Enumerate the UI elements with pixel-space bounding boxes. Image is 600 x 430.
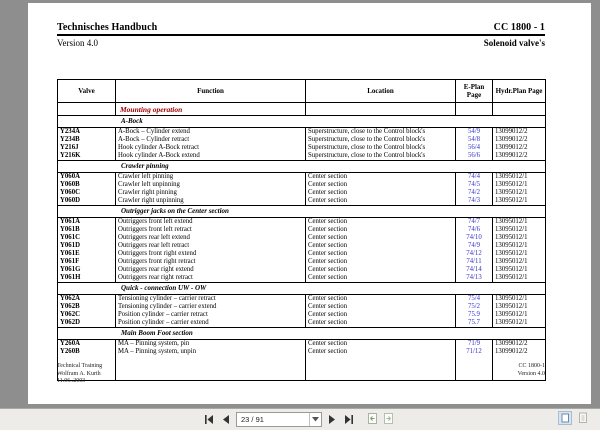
eplan-link[interactable]: 75/2 [456,303,493,311]
location-cell: Center section [306,218,456,227]
next-page-button[interactable] [325,413,339,427]
location-cell: Center section [306,311,456,319]
hydrplan-cell: 13095012/1 [493,242,546,250]
function-cell: Outriggers front right extend [116,250,306,258]
function-cell: Hook cylinder A-Bock retract [116,144,306,152]
page-list-dropdown[interactable] [309,413,321,426]
eplan-link[interactable]: 74/6 [456,226,493,234]
location-cell: Center section [306,319,456,328]
function-cell: A-Bock – Cylinder extend [116,128,306,137]
eplan-link[interactable]: 74/13 [456,274,493,283]
eplan-link[interactable]: 75.7 [456,319,493,328]
group-title-row [58,103,546,116]
hydrplan-cell: 13095012/1 [493,266,546,274]
model-number: CC 1800 - 1 [493,22,545,33]
eplan-link[interactable]: 54/8 [456,136,493,144]
valve-id-cell: Y061G [58,266,116,274]
valve-table-row [58,218,546,227]
single-page-layout-button[interactable] [557,412,572,427]
valve-id-cell: Y062D [58,319,116,328]
valve-table-row [58,274,546,283]
viewer-status-bar [0,408,600,430]
valve-id-cell: Y061C [58,234,116,242]
valve-id-cell: Y260A [58,340,116,349]
empty-cell [493,103,546,116]
eplan-link[interactable]: 74/12 [456,250,493,258]
valve-table-row [58,250,546,258]
hydrplan-cell: 13099012/2 [493,136,546,144]
valve-id-cell: Y061B [58,226,116,234]
eplan-link[interactable]: 56/4 [456,144,493,152]
table-header-row [58,80,546,103]
location-cell: Center section [306,303,456,311]
valve-id-cell: Y061A [58,218,116,227]
solenoid-valve-table [57,79,546,381]
function-cell: Outriggers front left extend [116,218,306,227]
section-title-row [58,116,546,128]
previous-page-icon [221,412,231,427]
eplan-link[interactable]: 74/11 [456,258,493,266]
function-cell: Hook cylinder A-Bock extend [116,152,306,161]
valve-table-row [58,144,546,152]
hydrplan-cell: 13095012/1 [493,218,546,227]
location-cell: Center section [306,226,456,234]
eplan-link[interactable]: 74/4 [456,173,493,182]
function-cell: Tensioning cylinder – carrier retract [116,295,306,304]
function-cell: Crawler right pinning [116,189,306,197]
eplan-link[interactable]: 71/9 [456,340,493,349]
hydrplan-cell: 13095012/1 [493,274,546,283]
valve-table-row [58,340,546,349]
valve-table-row [58,348,546,356]
eplan-link[interactable]: 74/9 [456,242,493,250]
valve-table-row [58,226,546,234]
location-cell: Center section [306,173,456,182]
hydrplan-cell: 13095012/1 [493,303,546,311]
valve-table-row [58,181,546,189]
page-subject: Solenoid valve's [483,38,545,48]
function-cell: Outriggers rear right retract [116,274,306,283]
group-title-cell: Mounting operation [116,103,306,116]
footer-line: Version 4.0 [517,370,545,377]
valve-table-row [58,311,546,319]
previous-view-button[interactable] [365,413,379,427]
single-page-layout-icon [558,411,572,428]
valve-id-cell: Y060B [58,181,116,189]
function-cell: Outriggers rear left retract [116,242,306,250]
footer-author-block [57,363,102,386]
function-cell: Outriggers rear right extend [116,266,306,274]
valve-table-row [58,295,546,304]
function-cell: Crawler left pinning [116,173,306,182]
eplan-link[interactable]: 75.9 [456,311,493,319]
hydrplan-cell: 13095012/1 [493,189,546,197]
footer-line: Technical Training [57,363,103,369]
version-label: Version 4.0 [57,38,98,48]
location-cell: Superstructure, close to the Control block's [306,136,456,144]
section-title-row [58,161,546,173]
valve-table-row [58,266,546,274]
valve-table-row [58,258,546,266]
valve-id-cell: Y216J [58,144,116,152]
page-number-value[interactable]: 23 / 91 [241,415,264,424]
section-title: Main Boom Foot section [58,328,546,340]
hydrplan-cell: 13099012/2 [493,340,546,349]
valve-id-cell: Y216K [58,152,116,161]
document-footer [57,363,545,386]
eplan-link[interactable]: 74/5 [456,181,493,189]
footer-line: Wolfram A. Kurth [57,370,101,377]
next-page-icon [327,412,337,427]
section-title: Outrigger jacks on the Center section [58,206,546,218]
manual-title: Technisches Handbuch [57,22,158,33]
last-page-button[interactable] [342,413,356,427]
location-cell: Center section [306,348,456,356]
function-cell: A-Bock – Cylinder retract [116,136,306,144]
valve-table-row [58,197,546,206]
empty-cell [306,103,456,116]
valve-table-row [58,234,546,242]
function-cell: MA – Pinning system, unpin [116,348,306,356]
hydrplan-cell: 13095012/1 [493,181,546,189]
eplan-link[interactable]: 54/9 [456,128,493,137]
hydrplan-cell: 13095012/1 [493,173,546,182]
next-view-button[interactable] [381,413,395,427]
hydrplan-cell: 13099012/2 [493,128,546,137]
section-title: Quick - connection UW - OW [58,283,546,295]
hydrplan-cell: 13095012/1 [493,250,546,258]
location-cell: Center section [306,181,456,189]
footer-version-block [518,363,545,386]
valve-table-row [58,319,546,328]
function-cell: Outriggers rear left extend [116,234,306,242]
document-header [57,22,545,48]
previous-page-button[interactable] [219,413,233,427]
valve-table-row [58,303,546,311]
valve-table-row [58,242,546,250]
eplan-link[interactable]: 56/6 [456,152,493,161]
valve-id-cell: Y061E [58,250,116,258]
function-cell: Crawler left unpinning [116,181,306,189]
function-cell: Crawler right unpinning [116,197,306,206]
valve-table-row [58,128,546,137]
hydrplan-cell: 13095012/1 [493,226,546,234]
valve-table-row [58,136,546,144]
section-title-row [58,328,546,340]
eplan-link[interactable]: 75/4 [456,295,493,304]
location-cell: Center section [306,258,456,266]
view-history-buttons [365,413,395,427]
valve-id-cell: Y060C [58,189,116,197]
valve-id-cell: Y060D [58,197,116,206]
location-cell: Center section [306,242,456,250]
location-cell: Superstructure, close to the Control block's [306,128,456,137]
page-navigation-toolbar [202,412,395,427]
column-header-location: Location [306,80,456,103]
column-header-valve: Valve [58,80,116,103]
function-cell: MA – Pinning system, pin [116,340,306,349]
section-title: Crawler pinning [58,161,546,173]
section-title: A-Bock [58,116,546,128]
valve-id-cell: Y062A [58,295,116,304]
valve-table-row [58,173,546,182]
valve-id-cell: Y061H [58,274,116,283]
eplan-link[interactable]: 71/12 [456,348,493,356]
header-rule [57,34,545,36]
valve-id-cell: Y234B [58,136,116,144]
section-title-row [58,206,546,218]
chevron-down-icon [312,415,319,424]
location-cell: Center section [306,189,456,197]
column-header-function: Function [116,80,306,103]
function-cell: Outriggers front left retract [116,226,306,234]
function-cell: Position cylinder – carrier extend [116,319,306,328]
valve-id-cell: Y060A [58,173,116,182]
location-cell: Center section [306,274,456,283]
page-number-input[interactable] [236,412,322,427]
hydrplan-cell: 13095012/1 [493,311,546,319]
hydrplan-cell: 13099012/2 [493,144,546,152]
location-cell: Center section [306,197,456,206]
location-cell: Center section [306,234,456,242]
location-cell: Center section [306,340,456,349]
hydrplan-cell: 13095012/1 [493,295,546,304]
function-cell: Position cylinder – carrier retract [116,311,306,319]
location-cell: Center section [306,266,456,274]
hydrplan-cell: 13095012/1 [493,258,546,266]
eplan-link[interactable]: 74/3 [456,197,493,206]
column-header-hydrplan-page: Hydr.Plan Page [493,80,546,103]
first-page-button[interactable] [202,413,216,427]
valve-id-cell: Y062B [58,303,116,311]
valve-table-row [58,152,546,161]
location-cell: Center section [306,250,456,258]
last-page-icon [344,412,354,427]
eplan-link[interactable]: 74/7 [456,218,493,227]
empty-cell [58,103,116,116]
hydrplan-cell: 13099012/2 [493,348,546,356]
page-layout-buttons [557,412,590,427]
continuous-layout-icon [576,411,590,428]
location-cell: Center section [306,295,456,304]
location-cell: Superstructure, close to the Control block's [306,144,456,152]
hydrplan-cell: 13095012/1 [493,234,546,242]
valve-id-cell: Y234A [58,128,116,137]
first-page-icon [204,412,214,427]
location-cell: Superstructure, close to the Control block's [306,152,456,161]
document-page [28,3,591,404]
function-cell: Outriggers front right retract [116,258,306,266]
column-header-eplan-page: E-Plan Page [456,80,493,103]
valve-id-cell: Y061F [58,258,116,266]
continuous-layout-button[interactable] [575,412,590,427]
valve-id-cell: Y260B [58,348,116,356]
hydrplan-cell: 13099012/2 [493,152,546,161]
valve-id-cell: Y061D [58,242,116,250]
section-title-row [58,283,546,295]
function-cell: Tensioning cylinder – carrier extend [116,303,306,311]
hydrplan-cell: 13095012/1 [493,319,546,328]
eplan-link[interactable]: 74/2 [456,189,493,197]
footer-line: 11.06..2003 [57,378,86,385]
empty-cell [456,103,493,116]
previous-view-icon [366,412,379,428]
hydrplan-cell: 13095012/1 [493,197,546,206]
eplan-link[interactable]: 74/10 [456,234,493,242]
valve-id-cell: Y062C [58,311,116,319]
valve-table-row [58,189,546,197]
footer-line: CC 1800-1 [518,363,545,369]
eplan-link[interactable]: 74/14 [456,266,493,274]
next-view-icon [382,412,395,428]
